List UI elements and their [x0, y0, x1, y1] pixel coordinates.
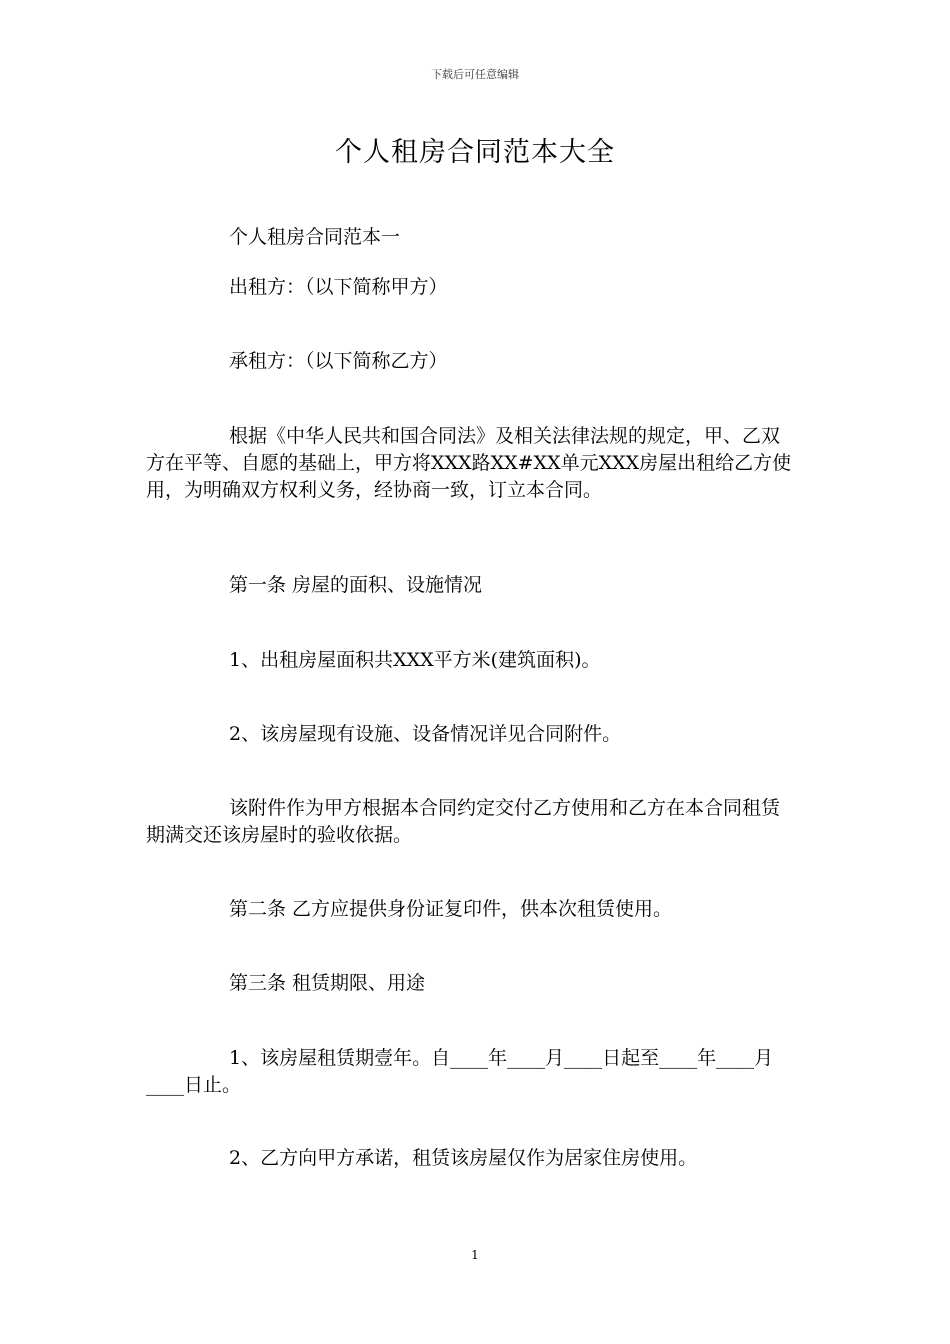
article-3-item-1: 1、该房屋租赁期壹年。自____年____月____日起至____年____月____日止。	[146, 1047, 774, 1096]
contract-subtitle: 个人租房合同范本一	[229, 226, 401, 248]
article-1-item-2: 2、该房屋现有设施、设备情况详见合同附件。	[229, 723, 622, 745]
preamble-paragraph: 根据《中华人民共和国合同法》及相关法律法规的规定，甲、乙双方在平等、自愿的基础上，甲方将XXX路XX#XX单元XXX房屋出租给乙方使用，为明确双方权利义务，经协商一致，订立本合同。	[146, 425, 792, 501]
header-note: 下载后可任意编辑	[431, 68, 519, 81]
lessor-line: 出租方：（以下简称甲方）	[229, 276, 448, 298]
article-2-heading: 第二条 乙方应提供身份证复印件，供本次租赁使用。	[229, 898, 673, 920]
annex-paragraph: 该附件作为甲方根据本合同约定交付乙方使用和乙方在本合同租赁期满交还该房屋时的验收依据。	[146, 797, 781, 846]
article-3-heading: 第三条 租赁期限、用途	[229, 972, 426, 994]
article-3-item-2: 2、乙方向甲方承诺，租赁该房屋仅作为居家住房使用。	[229, 1147, 698, 1169]
document-title: 个人租房合同范本大全	[335, 137, 615, 168]
page-number: 1	[471, 1248, 479, 1262]
lessee-line: 承租方：（以下简称乙方）	[229, 350, 448, 372]
article-1-item-1: 1、出租房屋面积共XXX平方米(建筑面积)。	[229, 649, 601, 671]
article-1-heading: 第一条 房屋的面积、设施情况	[229, 574, 483, 596]
